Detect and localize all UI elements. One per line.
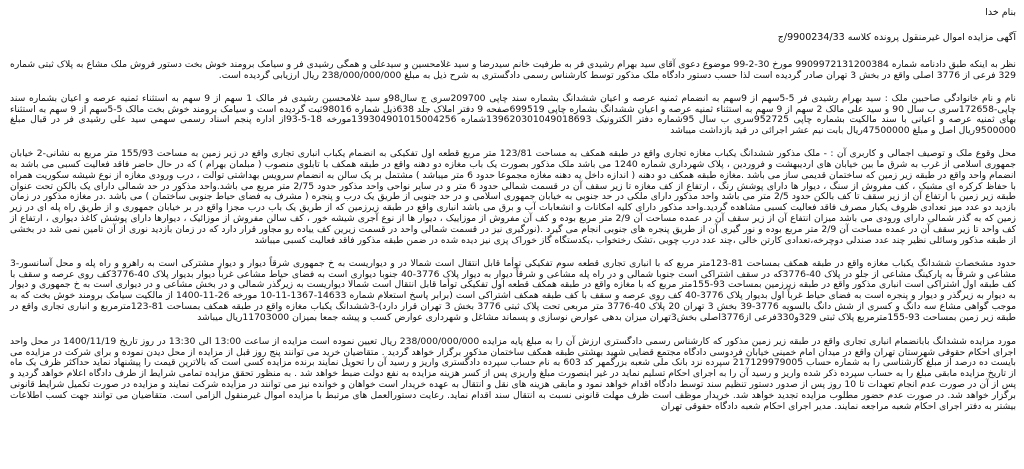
notice-title: آگهی مزایده اموال غیرمنقول پرونده کلاسه 9900234/33/ج: [777, 32, 1016, 43]
property-description-paragraph: محل وقوع ملک و توصیف اجمالی و کاربری آن : - ملک مذکور ششدانگ یکباب مغازه تجاری واقع در طبقه همکف به مساحت 123/81 متر مربع قطعه اول تفکیکی به انضمام یکباب انباری تجاری واقع در زیر زمین به مساحت 155/93 متر مربع به نشانی-2 خیابان جمهوری اسلامی از غرب به شرق ما بین خیابان های اردیبهشت و فروردین ، پلاک شهرداری شماره 1240 می باشد ملک مذکور بصورت یک باب مغازه دو دهنه واقع در طبقه همکف با تابلوی منصوب ( مبلمان بهرام ) که در حال حاضر فاقد فعالیت کسبی می باشد به انضمام واحد واقع در طبقه زیر زمین که ساختمان قدیمی ساز می باشد .مغازه طبقه همکف دو دهنه ( اندازه داخل یه دهنه مغازه مجموعا حدود 6 متر میباشد ) مشتمل بر یک سالن به انضمام سرویس بهداشتی توالت ، درب ورودی مغازه از نوع شیشه سکوریت همراه با حفاظ کرکره ای مشبک ، کف مفروش از سنگ ، دیوار ها دارای پوشش رنگ ، ارتفاع از کف مغازه تا زیر سقف آن در قسمت شمالی حدود 6 متر و در سایر نواحی واحد مذکور حدود 2/75 متر مربع می باشد.واحد مذکور در حد شمالی دارای یک بالکن تحت عنوان طبقه زیر زمین با ارتفاع آن از زیر سقف تا کف بالکن حدود 2/5 متر می باشد واحد مذکور دارای ملکی در حد جنوبی به خیابان جمهوری اسلامی و در حد جنوبی از طریق یک درب و پنجره ( مشرف به فضای حیاط جنوبی ساختمان ) می باشد .در مغازه مذکور در زمان بازدید دو عدد میز تعدادی ظروف یکبار مصرف فاقد فعالیت کسبی مشاهده گردید.واحد مذکور دارای کلیه امکانات و انشعابات آب و برق می باشد انباری واقع در طبقه زیرزمین که از طریق یک باب درب مجزا واقع در بر خیابان جمهوری و از طریق راه پله ای در زیر زمین که به گذر شمالی دارای ورودی می باشد میزان انتفاع آن از زیر سقف آن در عمده مساحت آن 2/9 متر مربع بوده و کف آن مفروش از موزاییک ، دیوار ها از نوع آجری شیشه خور ، کف سالن مفروش از موزائیک ، دیوارها دارای پوشش کاغذ دیواری ، ارتفاع از کف واحد تا زیر سقف آن در عمده مساحت آن 2/9 متر مربع بوده و نور گیری آن از طریق پنجره های جنوبی انجام می گیرد .(نورگیری نیز در قسمت شمالی واحد در قسمت زیرین کف ییاده رو مجاور قرار دارد که در زمان بازدید نوری از آن تامین نمی شد در بخشی از طبقه مذکور وسائلی نظیر چند عدد صندلی دوچرخه،تعدادی کارتن خالی ،چند عدد درب چوبی ،تشک رختخواب ،یکدستگاه گاز خوراک پزی نیز دیده شده در ضمن طبقه مذکور فاقد فعالیت کسبی میباشد: [10, 148, 1017, 246]
owners-paragraph: نام و نام خانوادگی صاحبین ملک : سید بهرام رشیدی فر 5-5سهم از 9سهم به انضمام ثمنیه عرصه و اعیان ششدانگ بشماره سند چاپی 209700سری ج سال98و سید غلامحسین رشیدی فر مالک 1 سهم از 9 سهم به استثناء ثمنیه عرصه و اعیان بشماره سند چاپی-172658سری ب سال 90 و سید علی مالک 2 سهم از 9 سهم به استثناء ثمنیه عرصه و اعیان ششدانگ بشماره چاپی 699519صفحه 9 دفتر املاک جلد 638ذیل شماره 98016ثبت گردیده است و سیامک برومند خوش بخت مالک 5-5سهم از 9 سهم به استثناء بهای ثمنیه عرصه و اعیانی با سند مالکیت بشماره چاپی 952725سری ب سال 95شماره دفتر الکترونیک 139620301049018693شماره 139304901015004256مورخه 18-5-93از اداره پنجم اسناد رسمی سهمی سید علی رشیدی فر در قبال مبلغ 9500000ریال اصل و مبلغ 47500000ریال بابت نیم عشر اجرائی در قید بازداشت میباشد: [10, 92, 1017, 137]
auction-terms-paragraph: مورد مزایده ششدانگ بابانضمام انباری تجاری واقع در طبقه زیر زمین مذکور که کارشناس رسمی دادگستری ارزش آن را به مبلغ پایه مزایده 238/000/000/000 ریال تعیین نموده است مزایده از ساعت 13:00 الی 13:30 در روز تاریخ 1400/11/19 در محل واحد اجرای احکام حقوقی شهرستان تهران واقع در میدان امام خمینی خیابان فردوسی دادگاه مجتمع قضایی شهید بهشتی طبقه همکف ساختمان مذکور برگزار خواهد گردید . متقاضیان خرید می توانند پنج روز قبل از مزایده از محل دیدن نموده و برای شرکت در مزایده می بایست ده درصد از مبلغ کارشناسی را به شماره حساب 217129979005 سپرده نزد بانک ملی شعبه بزرگمهر کد 603 به نام حساب سپرده دادگستری واریز و رسید آن را تحویل نمایند برنده مزایده کسی است که بالاترین قیمت را پیشنهاد نماید حداکثر ظرف یک ماه از تاریخ مزایده مابقی مبلغ را به حساب سپرده ذکر شده واریز و رسید آن را به اجرای احکام تسلیم نماید در غیر اینصورت مبلغ واریزی پس از کسر هزینه مزایده به نفع دولت ضبط خواهد شد . به منظور تحقق مزایده تمامی شرایط از طرف دادگاه اعلام خواهد گردید و پس از آن در صورت عدم انجام تعهدات تا 10 روز پس از صدور دستور تنظیم سند توسط دادگاه اقدام خواهد نمود و مابقی هزینه های نقل و انتقال به عهده خریدار است خواهان و خوانده نیز می توانند در مزایده شرکت نمایند و مزایده در صورت تکمیل شرایط قانونی برگزار خواهد شد. در صورت عدم حضور مطلوب مزایده تجدید خواهد شد. خریدار موظف است ظرف مهلت قانونی نسبت به انتقال سند اقدام نماید. رعایت دستورالعمل های مرتبط با مزایده اموال غیرمنقول الزامی است. متقاضیان می توانند جهت کسب اطلاعات بیشتر به دفتر اجرای احکام شعبه مراجعه نمایند. مدیر اجرای احکام شعبه دادگاه حقوقی تهران: [10, 335, 1017, 412]
boundaries-paragraph: حدود مشخصات ششدانگ یکباب مغازه واقع در طبقه همکف بمساحت 81-123متر مربع که با انباری تجاری قطعه سوم تفکیکی توأما قابل انتقال است شمالا در و دیواریست به خ جمهوری شرقاً دیوار و دیوار مشترکی است به راهرو و راه پله و محل آسانسور-3 مشاعی و شرقاً به پارکینگ مشاعی از جلو در پلاک 40-3776که در سقف اشتراکی است جنوبا شمالی و در راه پله مشاعی و شرقاً دیوار به دیوار پلاک 3776-40 جنوبا دیواری است به فضای حیاط مشاعی غرباً دیوار بدیوار پلاک 40-3776کف روی عرصه و سقف با کف طبقه اول اشتراکی است انباری مذکور واقع در طبقه زیرزمین بمساحت 93-155متر مربع که با مغازه واقع در طبقه همکف قطعه اول تفکیکی توأما قابل انتقال است شمالا دیواریست به زیرگذر شمالی و در بخش مشاعی و در دیواری است به خ جمهوری و دیوار به دیوار به زیرگذر و دیوار و پنجره است به فضای حیاط غرباً اول بدیوار پلاک 3776-40 کف روی عرصه و سقف با کف طبقه همکف اشتراکی است (برابر پاسخ استعلام شماره 14633-1367-11-10 مورخه 26-11-1400 از مالکیت سیامک برومند خوش بخت که به موجب گواهی مشاع سه دانگ و کسری از شش دانگ بالسویه 3776-39 بخش 3 تهران 20 پلاک 40-3776 متر مربعی تحت پلاک ثبتی 3776 بخش 3 تهران قرار دارد)-3ششدانگ یکباب مغازه واقع در طبقه همکف بمساحت 81-123مترمربع و انباری تجاری واقع در طبقه زیر زمین بمساحت 93-155مترمربع پلاک ثبتی 329و330فرعی از3776اصلی بخش3تهران میزان بدهی عوارض نوسازی و پسماند مشاغل و شهرداری عوارض کسب و پیشه جمعا بمیزان 11703000ریال میباشد: [10, 257, 1017, 323]
bismillah-heading: بنام خدا: [985, 7, 1016, 18]
intro-paragraph: نظر به اینکه طبق دادنامه شماره 9909972131200384 مورخ 30-2-99 موضوع دعوی آقای سید بهرام رشیدی فر به طرفیت خانم سیدرضا و سید غلامحسین و سیدعلی و همگی رشیدی فر و سیامک برومند خوش بخت دستور فروش ملک مشاع به پلاک ثبتی شماره 329 فرعی از 3776 اصلی واقع در بخش 3 تهران صادر گردیده است لذا حسب دستور دادگاه ملک مذکور توسط کارشناس رسمی دادگستری به شرح ذیل به مبلغ 238/000/000/000 ریال ارزیابی گردیده است.: [10, 59, 1016, 81]
